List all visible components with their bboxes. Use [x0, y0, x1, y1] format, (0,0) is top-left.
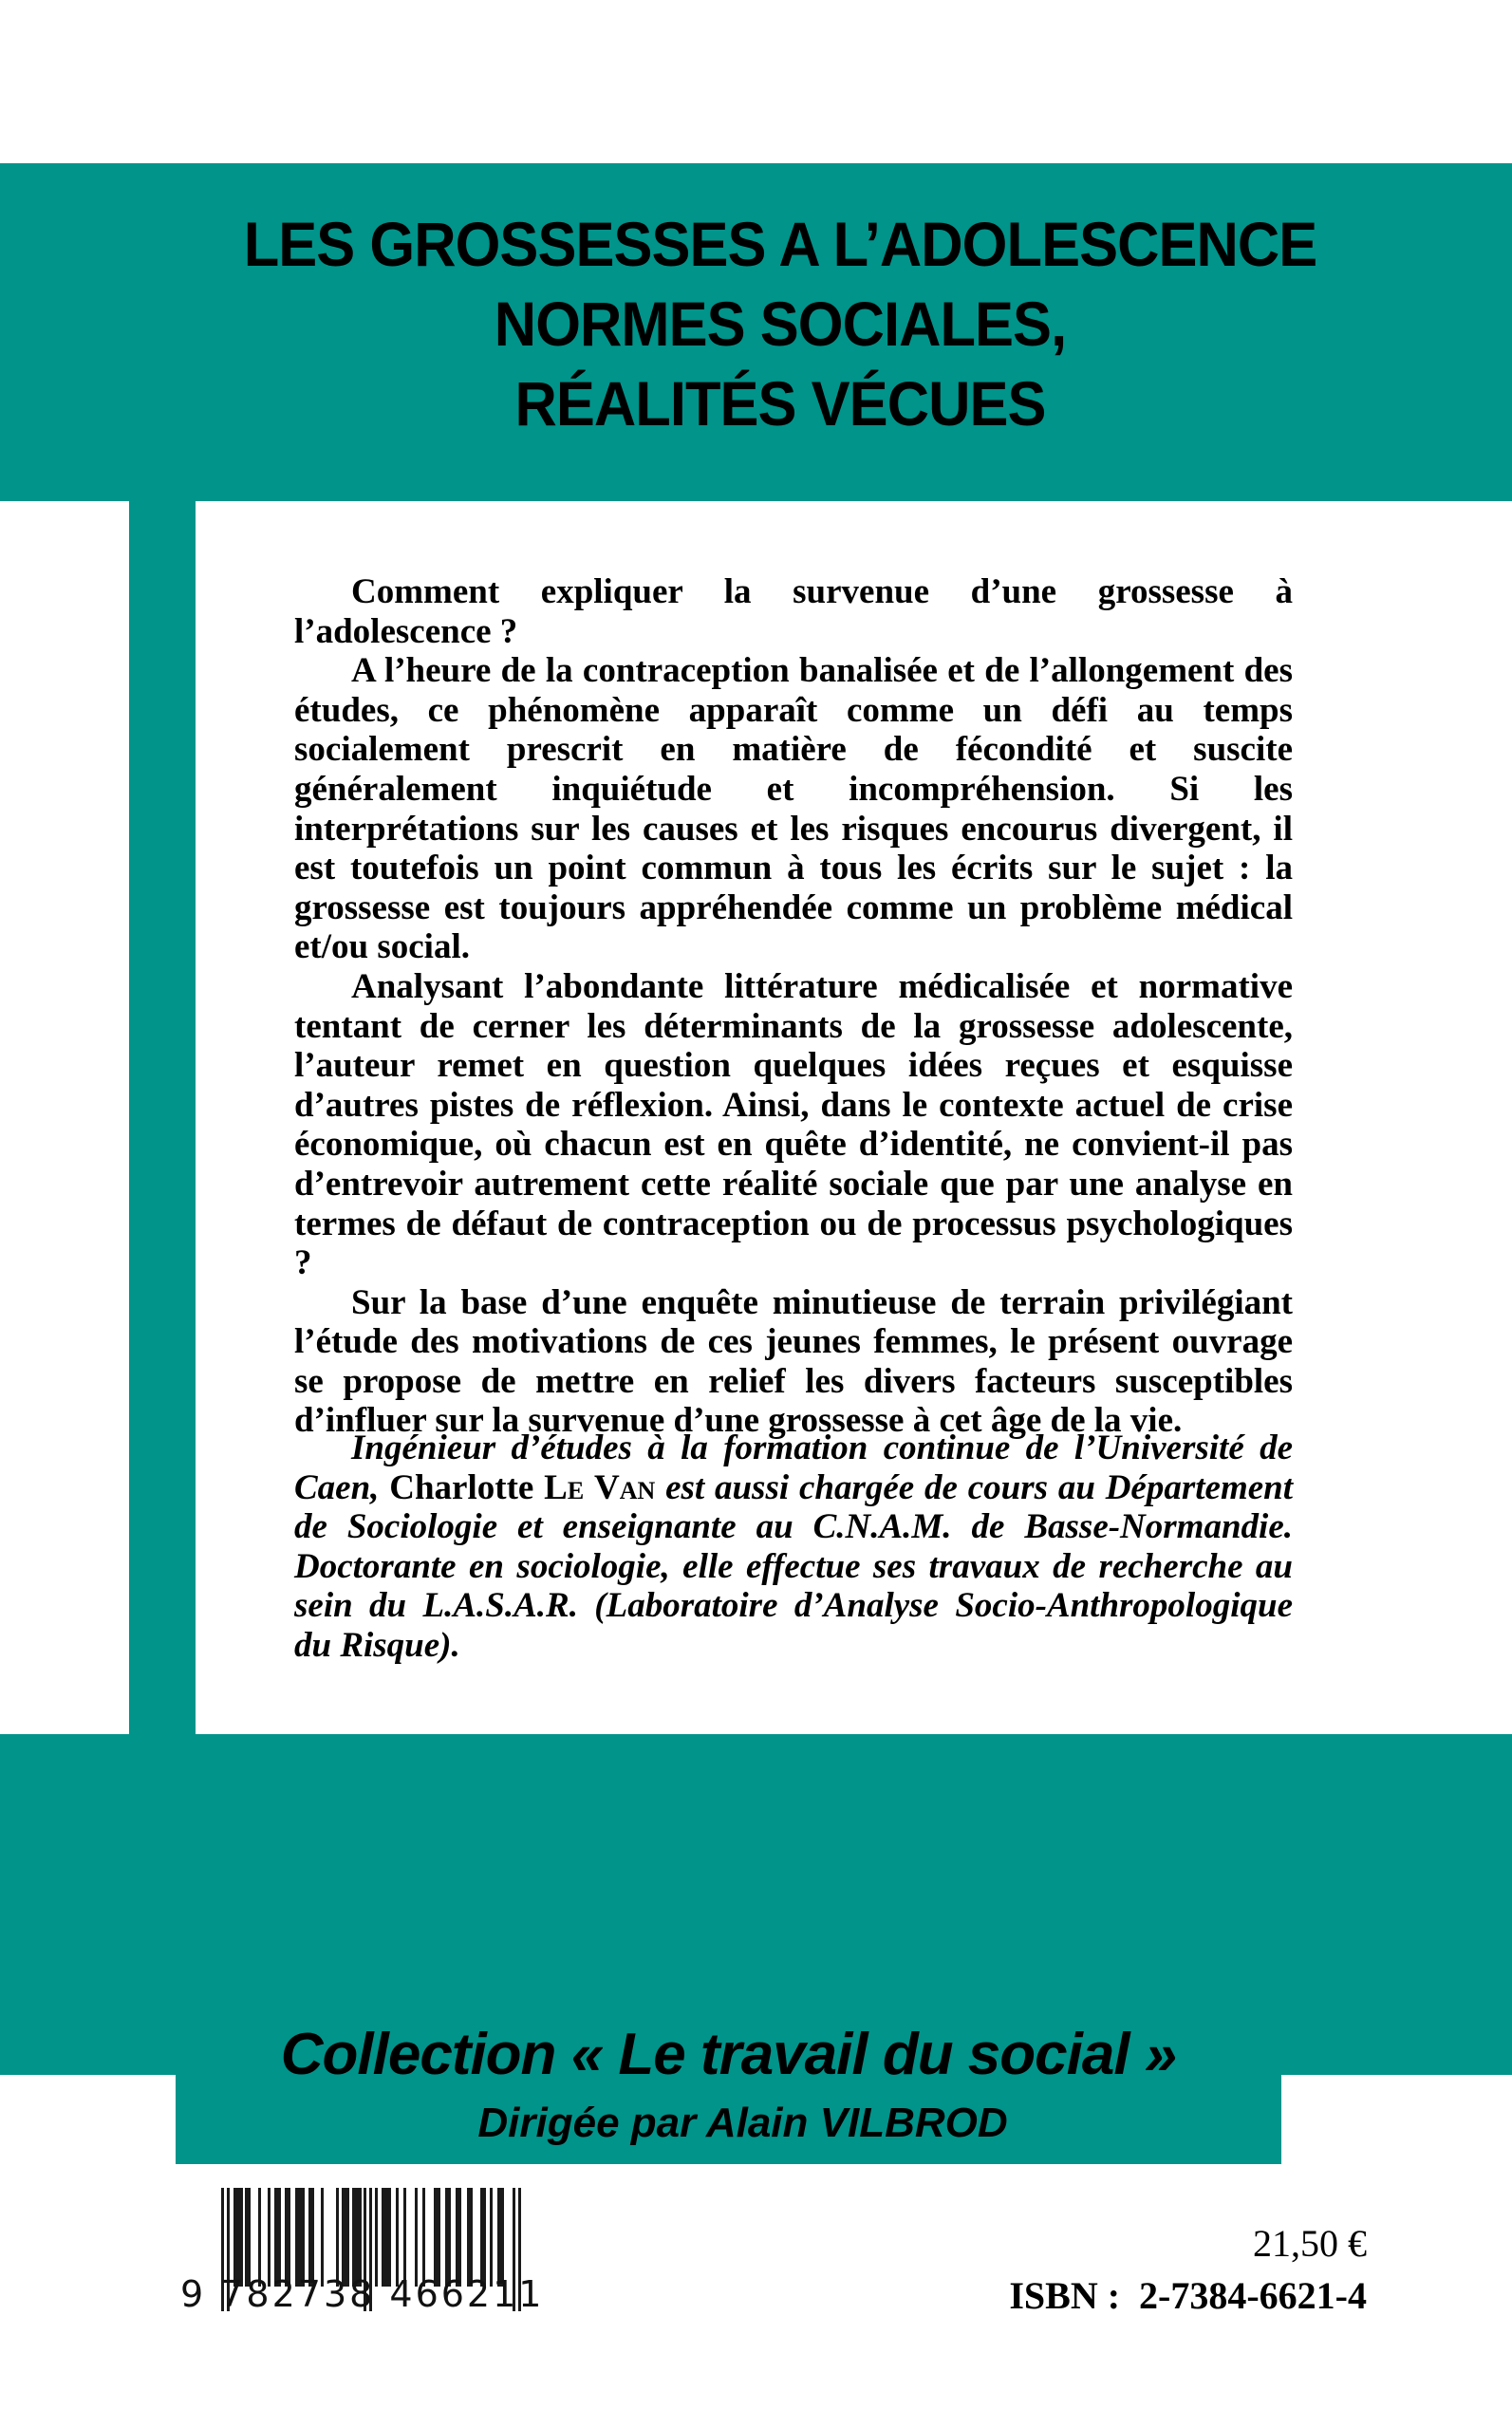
- barcode-digits: 9 782738 466211: [180, 2273, 545, 2315]
- summary-paragraph: Sur la base d’une enquête minutieuse de terrain privilégiant l’étude des motivations de ces jeunes femmes, le présent ouvrage se propose de mettre en relief les divers facteurs susceptibles d’influer sur la survenue d’une grossesse à cet âge de la vie.: [294, 1282, 1293, 1441]
- summary-paragraph: Comment expliquer la survenue d’une grossesse à l’adolescence ?: [294, 572, 1293, 651]
- summary-paragraph: Analysant l’abondante littérature médicalisée et normative tentant de cerner les déterminants de la grossesse adolescente, l’auteur remet en question quelques idées reçues et esquisse d’autres pistes de réflexion. Ainsi, dans le contexte actuel de crise économique, où chacun est en quête d’identité, ne convient-il pas d’entrevoir autrement cette réalité sociale que par une analyse en termes de défaut de contraception ou de processus psychologiques ?: [294, 966, 1293, 1283]
- bio-rest: est aussi chargée de cours au Département de Sociologie et enseignante au C.N.A.M. de Basse-Normandie. Doctorante en sociologie, elle effectue ses travaux de recherche au sein du L.A.S.A.R. (Laboratoire d’Analyse Socio-Anthropologique du Risque).: [294, 1467, 1294, 1665]
- book-title-line-1: LES GROSSESSES A L’ADOLESCENCE: [243, 209, 1317, 279]
- author-first-name: Charlotte: [389, 1467, 534, 1507]
- book-summary: [294, 572, 1293, 1441]
- author-name: [389, 1468, 655, 1507]
- author-last-name-part: Van: [593, 1467, 656, 1507]
- bio-intro: Ingénieur d’études à la formation continue de l’Université de Caen,: [294, 1429, 1293, 1507]
- isbn: ISBN : 2-7384-6621-4: [1009, 2274, 1367, 2317]
- collection-name: Collection « Le travail du social »: [280, 2022, 1177, 2087]
- author-last-name-part: Le: [544, 1467, 585, 1507]
- book-title-line-3: RÉALITÉS VÉCUES: [514, 368, 1046, 439]
- book-title-line-2: NORMES SOCIALES,: [494, 289, 1067, 359]
- author-bio: [294, 1429, 1293, 1666]
- price: 21,50 €: [1253, 2222, 1367, 2265]
- summary-paragraph: A l’heure de la contraception banalisée et de l’allongement des études, ce phénomène apparaît comme un défi au temps socialement prescrit en matière de fécondité et suscite généralement inquiétude et incompréhension. Si les interprétations sur les causes et les risques encourus divergent, il est toutefois un point commun à tous les écrits sur le sujet : la grossesse est toujours appréhendée comme un problème médical et/ou social.: [294, 651, 1293, 967]
- bio-paragraph: [294, 1429, 1293, 1666]
- left-accent-strip: [129, 501, 196, 1735]
- collection-director: Dirigée par Alain VILBROD: [477, 2100, 1008, 2146]
